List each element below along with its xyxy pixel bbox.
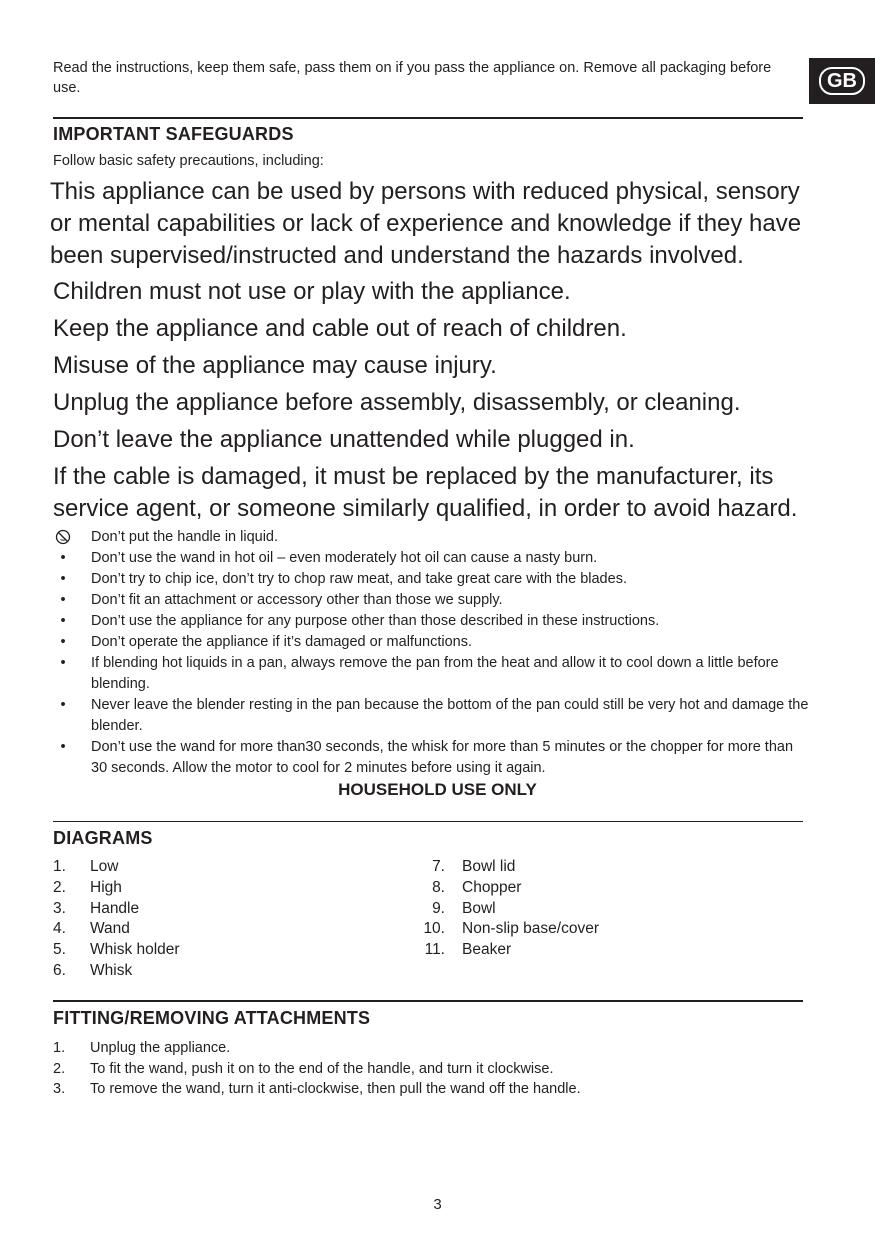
list-item: • Don’t operate the appliance if it’s damaged or malfunctions.	[60, 634, 472, 650]
language-badge	[809, 58, 875, 104]
diagram-item: 1. Low	[53, 858, 119, 875]
safeguards-heading: IMPORTANT SAFEGUARDS	[53, 124, 294, 144]
diagrams-heading: DIAGRAMS	[53, 828, 153, 848]
list-item: • Don’t use the wand for more than30 seconds, the whisk for more than 5 minutes or the chopper for more than 30 seconds. Allow the motor to cool for 2 minutes before using it again.	[60, 739, 794, 776]
diagram-item: 8. Chopper	[432, 878, 522, 896]
page-number: 3	[433, 1196, 442, 1213]
section-divider	[53, 821, 803, 822]
fitting-heading: FITTING/REMOVING ATTACHMENTS	[53, 1008, 371, 1028]
diagram-item: 11. Beaker	[424, 941, 512, 959]
safeguard-paragraph: If the cable is damaged, it must be replaced by the manufacturer, its service agent, or someone similarly qualified, in order to avoid hazard.	[53, 463, 798, 522]
list-item: • Don’t use the wand in hot oil – even moderately hot oil can cause a nasty burn.	[60, 550, 598, 566]
safeguard-paragraph: This appliance can be used by persons with reduced physical, sensory or mental capabilities or lack of experience and knowledge if they have been supervised/instructed and understand the hazards involved.	[50, 178, 802, 269]
safeguards-lead: Follow basic safety precautions, including:	[53, 153, 324, 169]
safeguard-paragraph: Misuse of the appliance may cause injury.	[53, 352, 497, 379]
list-item: • Don’t use the appliance for any purpose other than those described in these instructions.	[60, 613, 660, 629]
list-item: • Never leave the blender resting in the pan because the bottom of the pan could still be very hot and damage the blender.	[60, 697, 809, 734]
diagram-list-right	[423, 857, 599, 961]
section-divider	[53, 117, 803, 119]
fitting-steps	[53, 1038, 581, 1100]
list-item: • Don’t try to chip ice, don’t try to chop raw meat, and take great care with the blades.	[60, 571, 627, 587]
section-divider	[53, 1000, 803, 1002]
diagram-item: 6. Whisk	[53, 961, 133, 979]
safeguard-list	[53, 527, 813, 779]
safeguard-paragraph: Keep the appliance and cable out of reach of children.	[53, 315, 627, 342]
safeguard-paragraph: Don’t leave the appliance unattended while plugged in.	[53, 426, 635, 453]
diagram-item: 4. Wand	[53, 920, 130, 938]
diagram-list-left	[53, 857, 180, 982]
list-item: • If blending hot liquids in a pan, always remove the pan from the heat and allow it to cool down a little before blending.	[60, 655, 779, 692]
diagram-item: 2. High	[53, 878, 122, 896]
intro-text: Read the instructions, keep them safe, pass them on if you pass the appliance on. Remove all packaging before use.	[53, 60, 772, 96]
step-item: 2. To fit the wand, push it on to the end of the handle, and turn it clockwise.	[53, 1060, 554, 1077]
list-item: Don’t put the handle in liquid.	[53, 527, 813, 548]
safeguard-paragraph: Children must not use or play with the appliance.	[53, 278, 571, 305]
household-notice: HOUSEHOLD USE ONLY	[338, 780, 537, 799]
safeguard-paragraph: Unplug the appliance before assembly, disassembly, or cleaning.	[53, 389, 741, 416]
language-badge-label: GB	[819, 67, 865, 95]
diagram-item: 9. Bowl	[432, 899, 496, 917]
step-item: 1. Unplug the appliance.	[53, 1040, 231, 1056]
diagram-item: 5. Whisk holder	[53, 941, 180, 959]
step-item: 3. To remove the wand, turn it anti-clockwise, then pull the wand off the handle.	[53, 1081, 581, 1097]
diagram-item: 10. Non-slip base/cover	[423, 920, 599, 938]
diagram-item: 3. Handle	[53, 899, 140, 917]
diagram-item: 7. Bowl lid	[432, 858, 516, 875]
list-item: • Don’t fit an attachment or accessory other than those we supply.	[60, 592, 503, 608]
